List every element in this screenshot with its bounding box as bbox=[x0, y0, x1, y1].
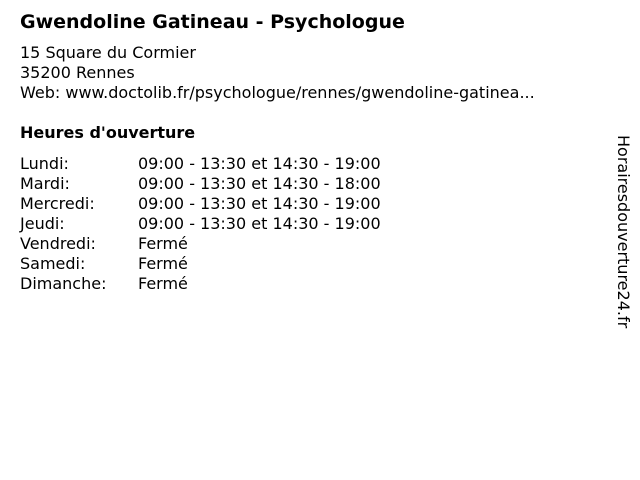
page-title: Gwendoline Gatineau - Psychologue bbox=[20, 11, 405, 33]
time-value: 09:00 - 13:30 et 14:30 - 19:00 bbox=[138, 214, 381, 233]
day-label: Mercredi: bbox=[20, 194, 95, 213]
day-label: Lundi: bbox=[20, 154, 69, 173]
hours-heading: Heures d'ouverture bbox=[20, 123, 196, 142]
day-label: Mardi: bbox=[20, 174, 70, 193]
time-value: 09:00 - 13:30 et 14:30 - 19:00 bbox=[138, 154, 381, 173]
day-label: Dimanche: bbox=[20, 274, 107, 293]
address-street: 15 Square du Cormier bbox=[20, 43, 196, 62]
time-value: Fermé bbox=[138, 234, 188, 253]
address-city: 35200 Rennes bbox=[20, 63, 135, 82]
time-value: 09:00 - 13:30 et 14:30 - 19:00 bbox=[138, 194, 381, 213]
day-label: Jeudi: bbox=[20, 214, 65, 233]
time-value: Fermé bbox=[138, 274, 188, 293]
time-value: Fermé bbox=[138, 254, 188, 273]
day-label: Vendredi: bbox=[20, 234, 96, 253]
time-value: 09:00 - 13:30 et 14:30 - 18:00 bbox=[138, 174, 381, 193]
brand-watermark: Horairesdouverture24.fr bbox=[614, 135, 633, 329]
address-web: Web: www.doctolib.fr/psychologue/rennes/gwendoline-gatinea... bbox=[20, 83, 535, 102]
day-label: Samedi: bbox=[20, 254, 86, 273]
address-block bbox=[20, 43, 535, 103]
